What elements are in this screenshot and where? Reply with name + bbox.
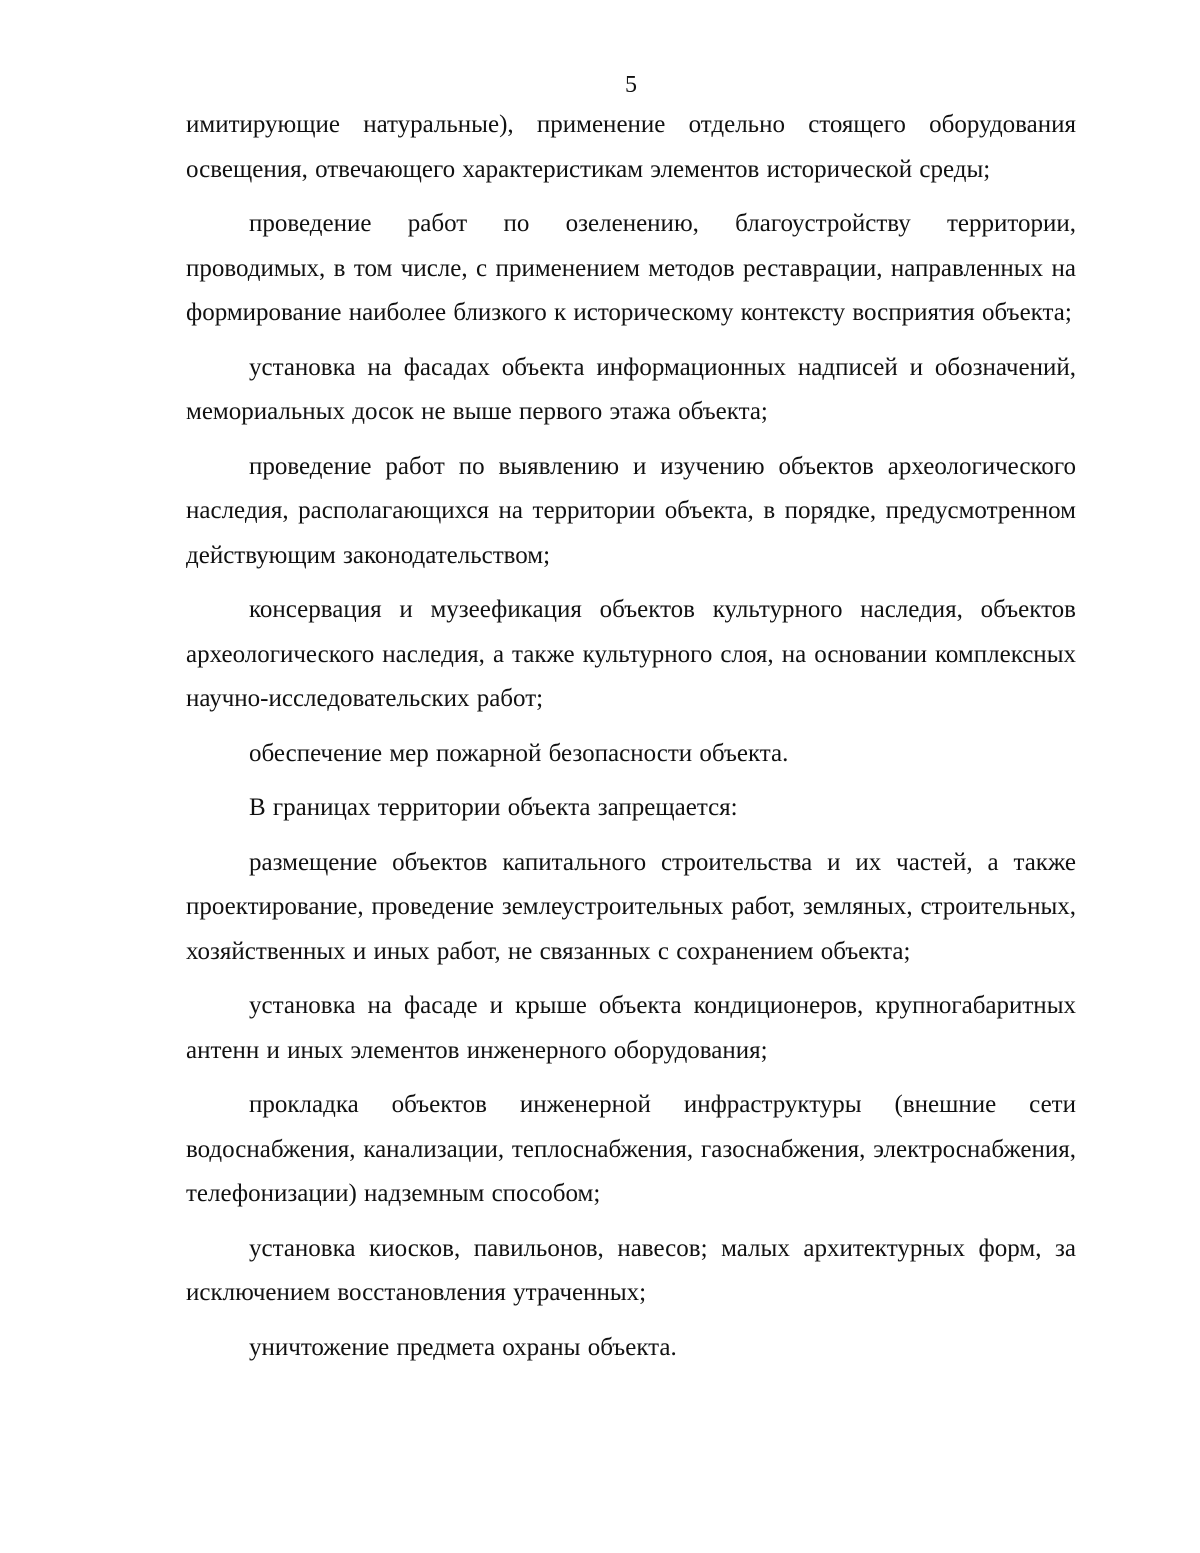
paragraph-continuation: имитирующие натуральные), применение отдельно стоящего оборудования освещения, отвечающего характеристикам элементов исторической среды; [186,111,1076,183]
paragraph-construction-prohibited: размещение объектов капитального строительства и их частей, а также проектирование, проведение землеустроительных работ, земляных, строительных, хозяйственных и иных работ, не связанных с сохранением объекта; [186,848,1076,965]
paragraph-archaeological-works: проведение работ по выявлению и изучению объектов археологического наследия, располагающихся на территории объекта, в порядке, предусмотренном действующим законодательством; [186,452,1076,569]
paragraph-landscaping-works: проведение работ по озеленению, благоустройству территории, проводимых, в том числе, с применением методов реставрации, направленных на формирование наиболее близкого к историческому контексту восприятия объекта; [186,210,1076,326]
document-body [186,103,1076,1370]
paragraph-equipment-prohibited: установка на фасаде и крыше объекта кондиционеров, крупногабаритных антенн и иных элементов инженерного оборудования; [186,992,1076,1064]
page-number: 5 [625,72,637,98]
paragraph-fire-safety: обеспечение мер пожарной безопасности объекта. [249,739,789,767]
paragraph-kiosks-prohibited: установка киосков, павильонов, навесов; малых архитектурных форм, за исключением восстановления утраченных; [186,1234,1076,1306]
paragraph-destruction-prohibited: уничтожение предмета охраны объекта. [249,1333,677,1361]
paragraph-prohibitions-heading: В границах территории объекта запрещается: [249,794,738,821]
paragraph-conservation: консервация и музеефикация объектов культурного наследия, объектов археологического наследия, а также культурного слоя, на основании комплексных научно-исследовательских работ; [186,596,1076,712]
paragraph-facade-signs: установка на фасадах объекта информационных надписей и обозначений, мемориальных досок не выше первого этажа объекта; [186,353,1076,425]
paragraph-infrastructure-prohibited: прокладка объектов инженерной инфраструктуры (внешние сети водоснабжения, канализации, теплоснабжения, газоснабжения, электроснабжения, телефонизации) надземным способом; [186,1091,1076,1207]
